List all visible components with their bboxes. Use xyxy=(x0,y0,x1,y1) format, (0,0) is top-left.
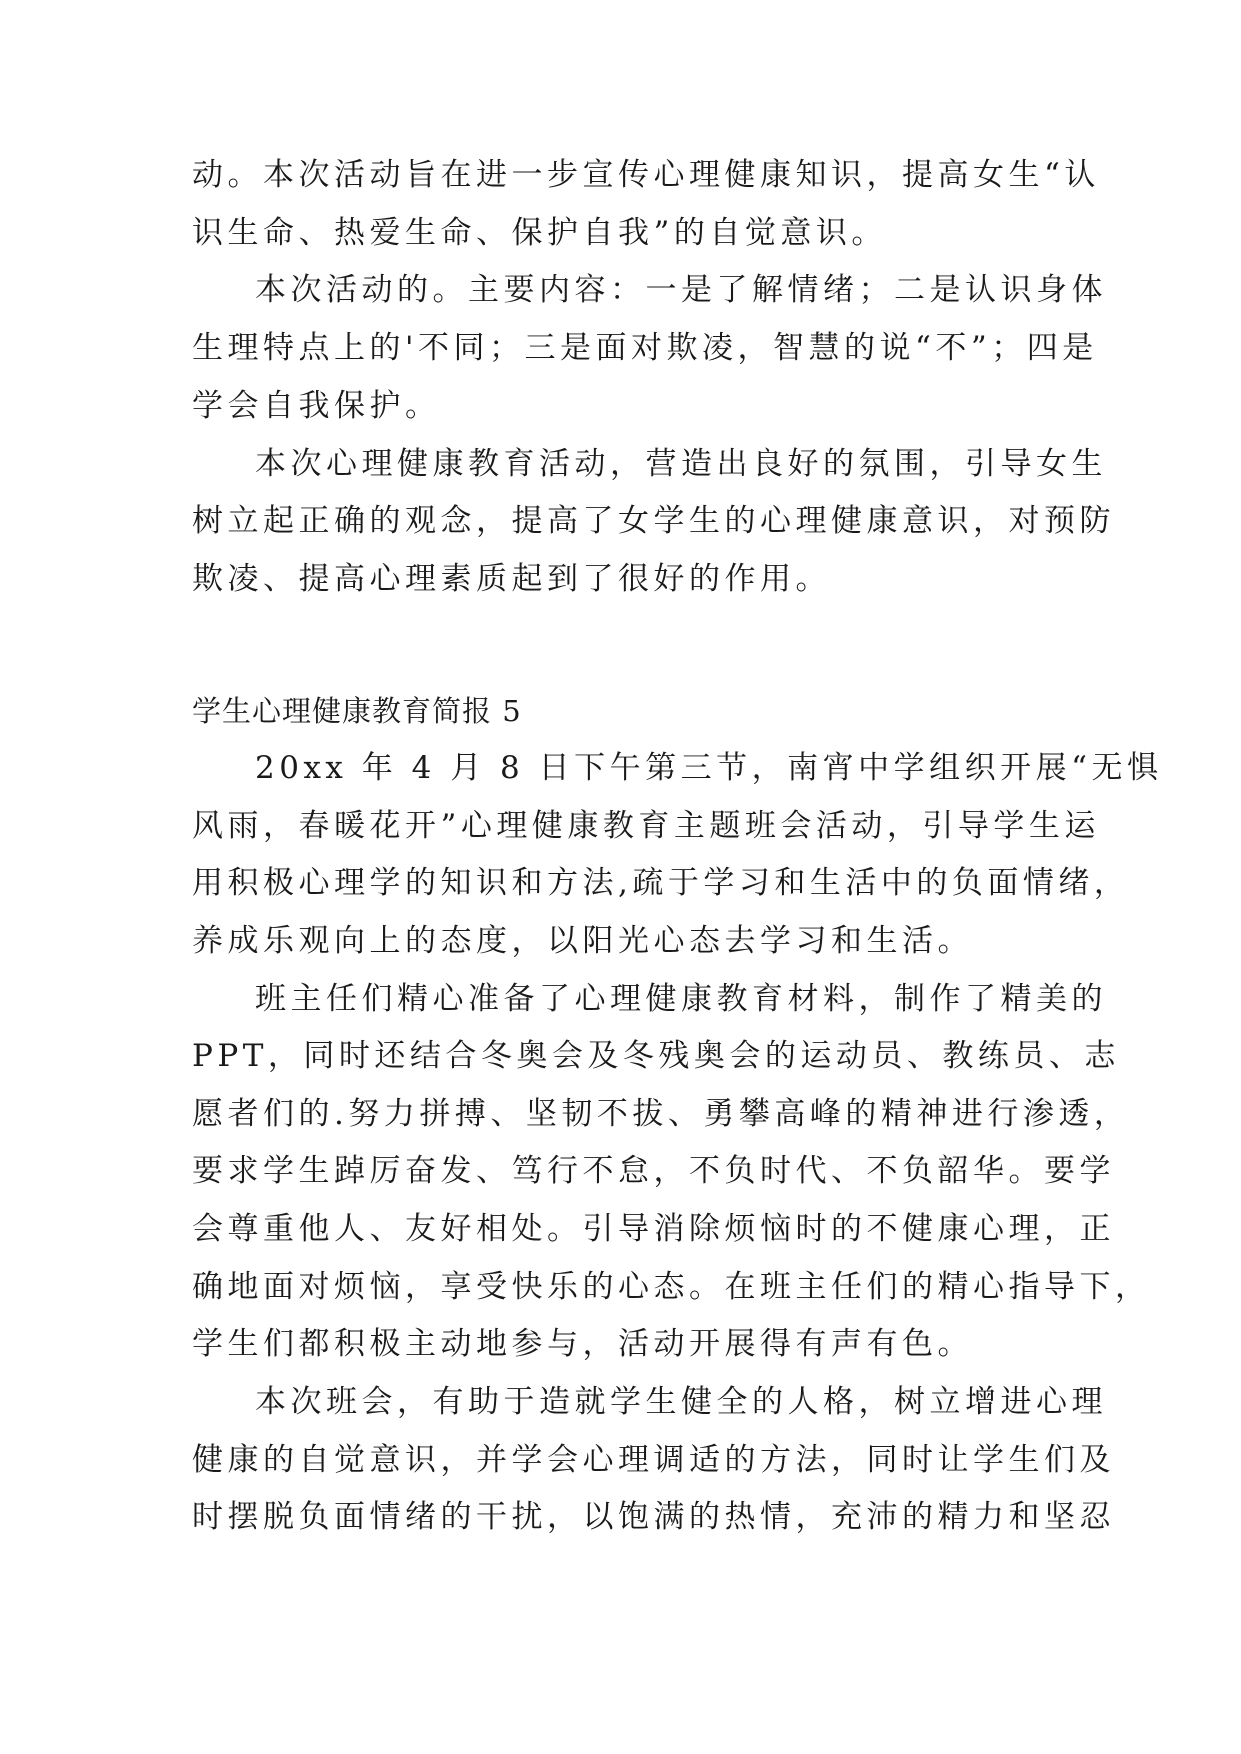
paragraph-line: 要求学生踔厉奋发、笃行不怠，不负时代、不负韶华。要学 xyxy=(192,1153,1115,1189)
paragraph-line: 本次活动的。主要内容：一是了解情绪；二是认识身体 xyxy=(255,272,1107,308)
paragraph-line: 愿者们的.努力拼搏、坚韧不拔、勇攀高峰的精神进行渗透， xyxy=(192,1096,1130,1132)
paragraph-line: 用积极心理学的知识和方法,疏于学习和生活中的负面情绪， xyxy=(192,865,1130,901)
paragraph-line: 学会自我保护。 xyxy=(192,388,441,424)
paragraph-line: 动。本次活动旨在进一步宣传心理健康知识，提高女生“认 xyxy=(192,157,1100,193)
paragraph-line: PPT，同时还结合冬奥会及冬残奥会的运动员、教练员、志 xyxy=(192,1038,1120,1074)
paragraph-line: 会尊重他人、友好相处。引导消除烦恼时的不健康心理，正 xyxy=(192,1211,1115,1247)
paragraph-line: 欺凌、提高心理素质起到了很好的作用。 xyxy=(192,561,831,597)
paragraph-line: 生理特点上的'不同；三是面对欺凌，智慧的说“不”；四是 xyxy=(192,330,1098,366)
paragraph-line: 健康的自觉意识，并学会心理调适的方法，同时让学生们及 xyxy=(192,1442,1115,1478)
paragraph-line: 树立起正确的观念，提高了女学生的心理健康意识，对预防 xyxy=(192,503,1115,539)
paragraph-line: 学生们都积极主动地参与，活动开展得有声有色。 xyxy=(192,1326,973,1362)
section-heading: 学生心理健康教育简报 5 xyxy=(192,694,522,728)
paragraph-line: 养成乐观向上的态度，以阳光心态去学习和生活。 xyxy=(192,923,973,959)
paragraph-line: 识生命、热爱生命、保护自我”的自觉意识。 xyxy=(192,215,887,251)
paragraph-line: 本次班会，有助于造就学生健全的人格，树立增进心理 xyxy=(255,1384,1107,1420)
paragraph-line: 本次心理健康教育活动，营造出良好的氛围，引导女生 xyxy=(255,446,1107,482)
paragraph-line: 确地面对烦恼，享受快乐的心态。在班主任们的精心指导下， xyxy=(192,1269,1151,1305)
paragraph-line: 时摆脱负面情绪的干扰，以饱满的热情，充沛的精力和坚忍 xyxy=(192,1499,1115,1535)
paragraph-line: 班主任们精心准备了心理健康教育材料，制作了精美的 xyxy=(255,981,1107,1017)
paragraph-line: 风雨，春暖花开”心理健康教育主题班会活动，引导学生运 xyxy=(192,808,1100,844)
paragraph-line: 20xx 年 4 月 8 日下午第三节，南宵中学组织开展“无惧 xyxy=(255,750,1163,786)
